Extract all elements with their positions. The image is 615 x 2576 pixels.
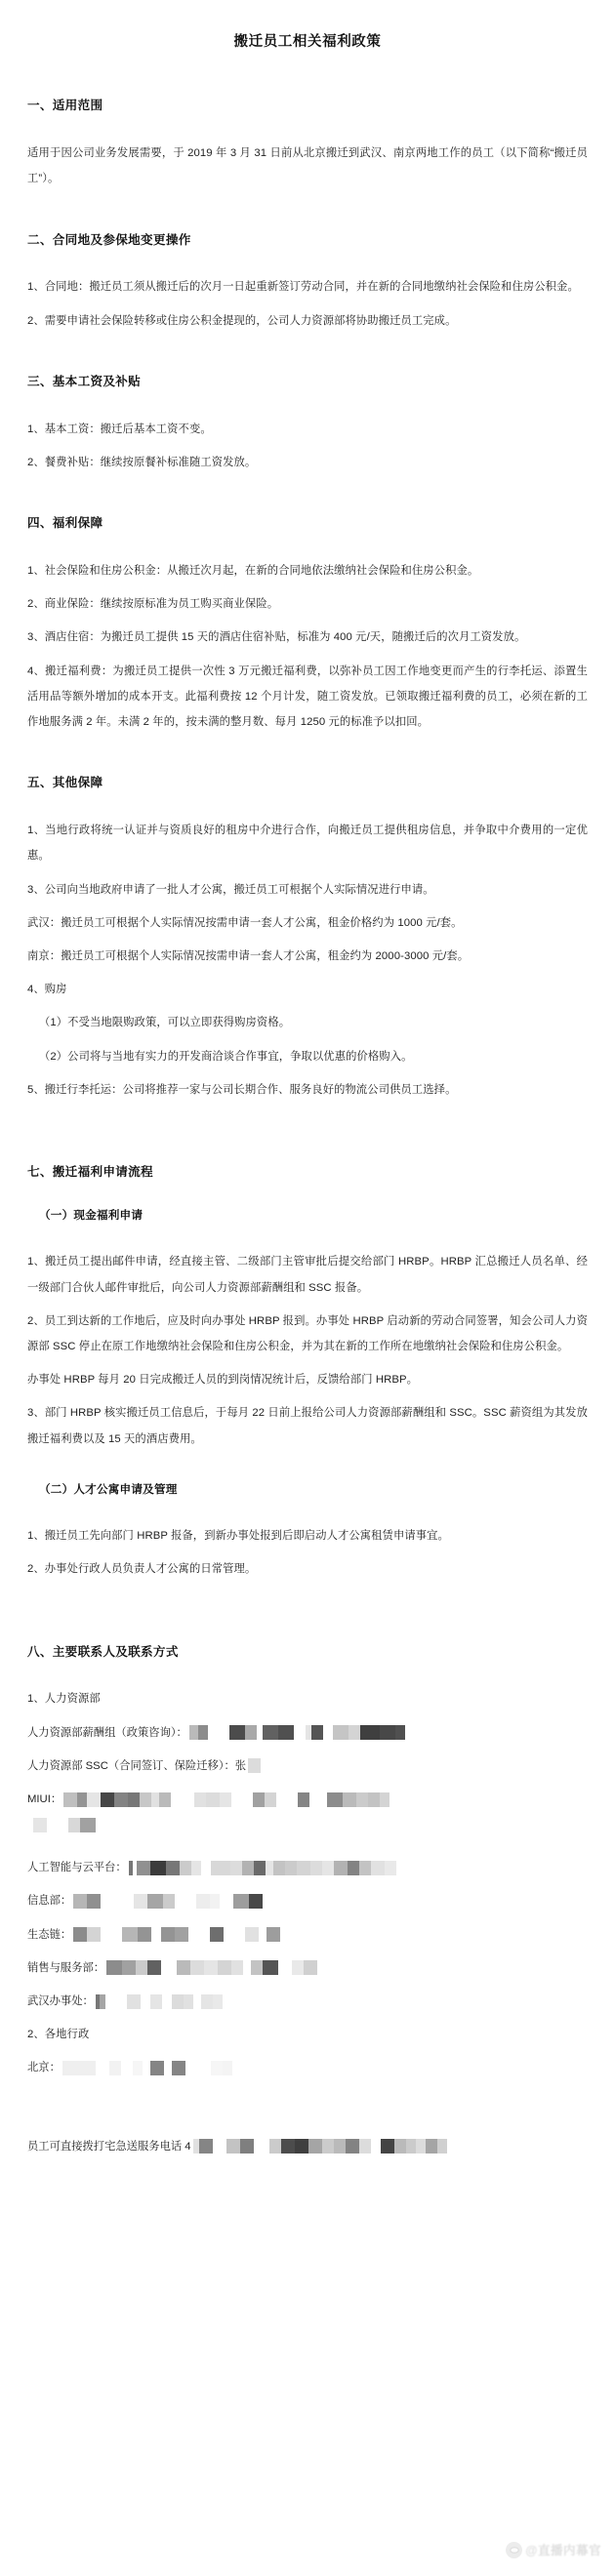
contact-row (27, 1787, 588, 1812)
section-1-paragraph-1: 适用于因公司业务发展需要，于 2019 年 3 月 31 日前从北京搬迁到武汉、南京两地工作的员工（以下简称“搬迁员工”）。 (27, 147, 588, 185)
redacted-mosaic (96, 1994, 223, 2009)
contact-row (27, 1989, 588, 2014)
section-4-paragraph-4: 4、搬迁福利费：为搬迁员工提供一次性 3 万元搬迁福利费，以弥补员工因工作地变更而产生的行李托运、添置生活用品等额外增加的成本开支。此福利费按 12 个月计发，随工资发放。已领取搬迁福利费的员工，必须在新的工作地服务满 2 年。未满 2 年的，按未满的整月数、每月 1250 元的标准予以扣回。 (27, 664, 588, 729)
section-3-paragraph-1: 1、基本工资：搬迁后基本工资不变。 (27, 423, 212, 435)
redacted-mosaic (248, 1758, 261, 1773)
contact-row (27, 1922, 588, 1948)
contact-label: MIUI： (27, 1793, 62, 1806)
section-7-group1-item-4: 3、部门 HRBP 核实搬迁员工信息后，于每月 22 日前上报给公司人力资源部薪酬组和 SSC。SSC 薪资组为其发放搬迁福利费以及 15 天的酒店费用。 (27, 1407, 588, 1445)
section-7-group1-item-2: 2、员工到达新的工作地后，应及时向办事处 HRBP 报到。办事处 HRBP 启动新的劳动合同签署，知会公司人力资源部 SSC 停止在原工作地缴纳社会保险和住房公积金，并为其在新的工作所在地缴纳社会保险和住房公积金。 (27, 1314, 588, 1352)
redacted-mosaic (129, 1861, 396, 1875)
section-heading-7: 七、搬迁福利申请流程 (27, 1165, 153, 1180)
contact-row (27, 2055, 588, 2080)
contact-label: 生态链： (27, 1928, 72, 1941)
weibo-logo-icon (506, 2542, 522, 2558)
contact-row-continuation (27, 1812, 588, 1837)
section-2-paragraph-2: 2、需要申请社会保险转移或住房公积金提现的，公司人力资源部将协助搬迁员工完成。 (27, 314, 457, 327)
section-5-paragraph-nanjing: 南京：搬迁员工可根据个人实际情况按需申请一套人才公寓，租金约为 2000-3000 元/套。 (27, 950, 470, 962)
contact-row (27, 1955, 588, 1981)
section-4-paragraph-3: 3、酒店住宿：为搬迁员工提供 15 天的酒店住宿补贴，标准为 400 元/天，随搬迁后的次月工资发放。 (27, 631, 526, 644)
redacted-mosaic (33, 1818, 96, 1832)
section-heading-1: 一、适用范围 (27, 99, 103, 113)
contact-label: 销售与服务部： (27, 1961, 105, 1974)
section-3-paragraph-2: 2、餐费补贴：继续按原餐补标准随工资发放。 (27, 456, 257, 468)
section-5-paragraph-housing: 4、购房 (27, 984, 67, 996)
section-heading-5: 五、其他保障 (27, 776, 103, 790)
section-5-paragraph-2: 3、公司向当地政府申请了一批人才公寓，搬迁员工可根据个人实际情况进行申请。 (27, 883, 434, 896)
section-heading-4: 四、福利保障 (27, 516, 103, 531)
section-7-subheading-2: （二）人才公寓申请及管理 (39, 1482, 178, 1496)
contacts-group-2-label: 2、各地行政 (27, 2029, 90, 2041)
section-7-subheading-1: （一）现金福利申请 (39, 1208, 144, 1222)
contact-label: 人力资源部 SSC（合同签订、保险迁移）：张 (27, 1759, 247, 1772)
section-heading-3: 三、基本工资及补贴 (27, 374, 142, 388)
redacted-mosaic (189, 1725, 405, 1740)
contact-row (27, 1753, 588, 1779)
redacted-mosaic (193, 2139, 447, 2153)
section-7-group2-item-2: 2、办事处行政人员负责人才公寓的日常管理。 (27, 1563, 257, 1576)
section-7-group2-item-1: 1、搬迁员工先向部门 HRBP 报备，到新办事处报到后即启动人才公寓租赁申请事宜。 (27, 1530, 449, 1543)
contact-label: 北京： (27, 2062, 61, 2074)
section-7-group1-item-3: 办事处 HRBP 每月 20 日完成搬迁人员的到岗情况统计后，反馈给部门 HRBP。 (27, 1374, 419, 1387)
redacted-mosaic (62, 2061, 232, 2075)
contact-label: 信息部： (27, 1895, 72, 1908)
section-5-sub-paragraph-2: （2）公司将与当地有实力的开发商洽谈合作事宜，争取以优惠的价格购入。 (39, 1050, 413, 1063)
watermark (506, 2541, 601, 2558)
page-title: 搬迁员工相关福利政策 (233, 34, 382, 50)
footer-hotline-label: 员工可直接拨打宅急送服务电话 4 (27, 2140, 191, 2153)
section-4-paragraph-1: 1、社会保险和住房公积金：从搬迁次月起，在新的合同地依法缴纳社会保险和住房公积金。 (27, 565, 479, 578)
section-heading-8: 八、主要联系人及联系方式 (27, 1644, 179, 1659)
section-5-paragraph-1: 1、当地行政将统一认证并与资质良好的租房中介进行合作，向搬迁员工提供租房信息，并争取中介费用的一定优惠。 (27, 825, 588, 863)
section-5-sub-paragraph-1: （1）不受当地限购政策，可以立即获得购房资格。 (39, 1017, 291, 1029)
section-5-paragraph-logistics: 5、搬迁行李托运：公司将推荐一家与公司长期合作、服务良好的物流公司供员工选择。 (27, 1083, 457, 1096)
redacted-mosaic (63, 1792, 390, 1807)
contact-row (27, 1855, 588, 1880)
section-heading-2: 二、合同地及参保地变更操作 (27, 232, 191, 247)
redacted-mosaic (73, 1927, 280, 1942)
contact-label: 人力资源部薪酬组（政策咨询）： (27, 1726, 187, 1739)
contact-label: 武汉办事处： (27, 1995, 94, 2008)
contact-row (27, 1888, 588, 1913)
section-4-paragraph-2: 2、商业保险：继续按原标准为员工购买商业保险。 (27, 598, 279, 611)
section-7-group1-item-1: 1、搬迁员工提出邮件申请，经直接主管、二级部门主管审批后提交给部门 HRBP。HRBP 汇总搬迁人员名单、经一级部门合伙人邮件审批后，向公司人力资源部薪酬组和 SSC 报备。 (27, 1256, 588, 1294)
footer-hotline-row (27, 2134, 588, 2159)
section-2-paragraph-1: 1、合同地：搬迁员工须从搬迁后的次月一日起重新签订劳动合同，并在新的合同地缴纳社会保险和住房公积金。 (27, 281, 579, 294)
watermark-handle: @直播内幕官 (525, 2544, 601, 2557)
redacted-mosaic (73, 1894, 263, 1909)
section-5-paragraph-wuhan: 武汉：搬迁员工可根据个人实际情况按需申请一套人才公寓，租金价格约为 1000 元/套。 (27, 916, 463, 929)
contact-row (27, 1720, 588, 1746)
contacts-group-1-label: 1、人力资源部 (27, 1693, 101, 1706)
redacted-mosaic (106, 1960, 317, 1975)
contact-label: 人工智能与云平台： (27, 1862, 127, 1874)
